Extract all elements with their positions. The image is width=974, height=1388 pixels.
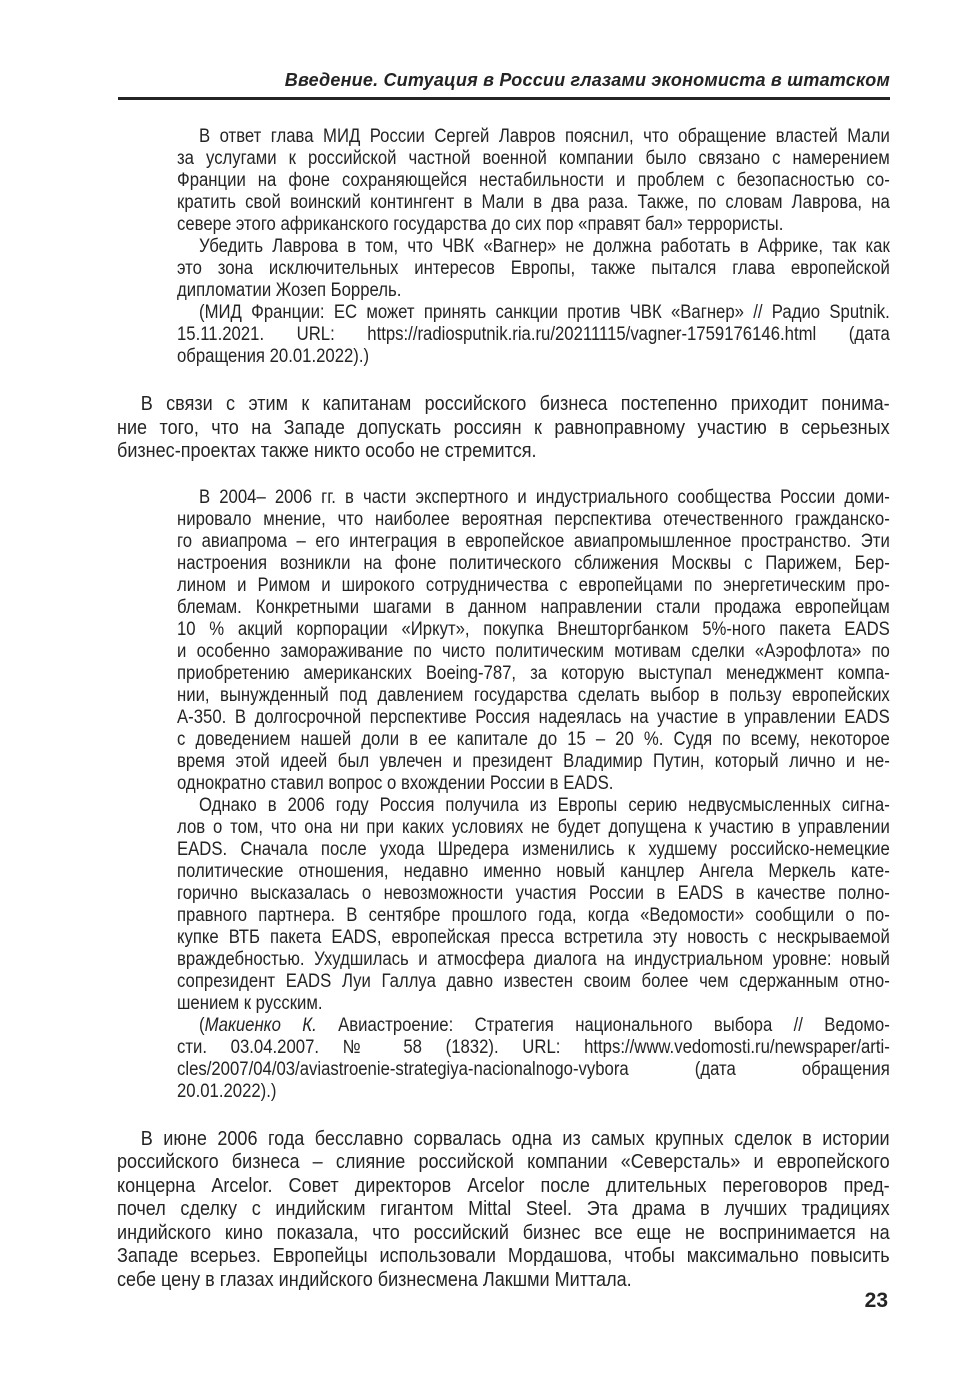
text-line: 10 % акций корпорации «Иркут», покупка Внешторгбанком 5%-ного пакета EADS bbox=[177, 618, 890, 640]
content bbox=[117, 126, 890, 1291]
text-line: приобретению американских Boeing-787, за которую выступал менеджмент компа- bbox=[177, 662, 890, 684]
paragraph bbox=[177, 1015, 890, 1103]
text-line: Западе всерьез. Европейцы использовали Мордашова, чтобы максимально повысить bbox=[117, 1244, 890, 1267]
text-line: с доведением нашей доли в ее капитале до 15 – 20 %. Судя по всему, некоторое bbox=[177, 728, 890, 750]
text-line: индийского кино показала, что российский бизнес все еще не воспринимается на bbox=[117, 1220, 890, 1244]
italic-text: Макиенко К. bbox=[204, 1014, 317, 1036]
text-line: Однако в 2006 году Россия получила из Европы серию недвусмысленных сигна- bbox=[199, 794, 890, 816]
text-line: обращения 20.01.2022).) bbox=[177, 346, 370, 367]
text-line: EADS. Сначала после ухода Шредера изменились к худшему российско-немецкие bbox=[177, 838, 890, 860]
paragraph bbox=[177, 795, 890, 1015]
text-line: это зона исключительных интересов Европы, также пытался глава европейской bbox=[177, 258, 890, 279]
paragraph bbox=[117, 1127, 890, 1292]
text-line: сти. 03.04.2007. № 58 (1832). URL: https://www.vedomosti.ru/newspaper/arti- bbox=[177, 1036, 890, 1058]
body-paragraph-block bbox=[117, 1127, 890, 1292]
text-line: концерна Arcelor. Совет директоров Arcelor после длительных переговоров пред- bbox=[117, 1173, 890, 1197]
text-line: (МИД Франции: ЕС может принять санкции против ЧВК «Вагнер» // Радио Sputnik. bbox=[199, 302, 890, 323]
text-line: враждебностью. Ухудшилась и атмосфера диалога на индустриальном уровне: новый bbox=[177, 948, 890, 970]
paragraph bbox=[177, 302, 890, 368]
text-line: В ответ глава МИД России Сергей Лавров пояснил, что обращение властей Мали bbox=[199, 126, 890, 147]
text-line: почел сделку с индийским гигантом Mittal Steel. Эта драма в лучших традициях bbox=[117, 1197, 890, 1220]
text-line: Убедить Лаврова в том, что ЧВК «Вагнер» не должна работать в Африке, так как bbox=[199, 236, 890, 257]
paragraph bbox=[177, 487, 890, 795]
text-line: политические отношения, недавно именно новый канцлер Ангела Меркель кате- bbox=[177, 860, 890, 882]
text-line: В связи с этим к капитанам российского бизнеса постепенно приходит понима- bbox=[140, 392, 890, 415]
header-rule bbox=[118, 97, 890, 100]
text-line: время этой идеей был увлечен и президент Владимир Путин, который лично и не- bbox=[177, 750, 890, 772]
text-line: кратить свой воинский контингент в Мали в два раза. Также, по словам Лаврова, на bbox=[177, 192, 890, 213]
text-line: лов о том, что она ни при каких условиях не будет допущена к участию в управлении bbox=[177, 816, 890, 838]
page-number: 23 bbox=[864, 1289, 888, 1312]
text-line: лином и Римом и широкого сотрудничества с европейцами по энергетическим про- bbox=[177, 574, 890, 596]
text-line: ние того, что на Западе допускать россиян к равноправному участию в серьезных bbox=[117, 415, 890, 439]
text-line: шением к русским. bbox=[177, 992, 323, 1014]
text-line: горично высказалась о невозможности участия России в EADS в качестве полно- bbox=[177, 882, 890, 904]
plain-text: Авиастроение: Стратегия национального выбора // Ведомо- bbox=[316, 1014, 890, 1036]
text-line: Франции на фоне сохраняющейся нестабильности и проблем с безопасностью со- bbox=[177, 170, 890, 191]
text-line: нии, вынужденный под давлением государства сделать выбор в пользу европейских bbox=[177, 684, 890, 706]
text-line: дипломатии Жозеп Боррель. bbox=[177, 280, 402, 301]
paragraph bbox=[117, 392, 890, 463]
text-line: купке ВТБ пакета EADS, европейская пресса встретила эту новость с нескрываемой bbox=[177, 926, 890, 948]
text-line: А-350. В долгосрочной перспективе Россия надеялась на участие в управлении EADS bbox=[177, 706, 890, 728]
quote-block bbox=[177, 487, 890, 1103]
text-line: 20.01.2022).) bbox=[177, 1080, 277, 1102]
text-line: за услугами к российской частной военной компании было связано с намерением bbox=[177, 148, 890, 169]
text-line: настроения возникли на фоне политического сближения Москвы с Парижем, Бер- bbox=[177, 552, 890, 574]
text-line bbox=[177, 1015, 890, 1037]
text-line: севере этого африканского государства до сих пор «правят бал» террористы. bbox=[177, 214, 784, 235]
text-line: правного партнера. В сентябре прошлого года, когда «Ведомости» сообщили о по- bbox=[177, 904, 890, 926]
plain-text: ( bbox=[199, 1014, 205, 1036]
text-line: российского бизнеса – слияние российской компании «Северсталь» и европейского bbox=[117, 1150, 890, 1173]
text-line: 15.11.2021. URL: https://radiosputnik.ria.ru/20211115/vagner-1759176146.html (дата bbox=[177, 324, 890, 345]
text-line: и особенно замораживание по чисто политическим мотивам сделки «Аэрофлота» по bbox=[177, 640, 890, 662]
text-line: бизнес-проектах также никто особо не стремится. bbox=[117, 439, 537, 462]
running-header: Введение. Ситуация в России глазами экономиста в штатском bbox=[284, 70, 890, 90]
text-line: го авиапрома – его интеграция в европейское авиапромышленное пространство. Эти bbox=[177, 530, 890, 552]
text-line: В 2004– 2006 гг. в части экспертного и индустриального сообщества России доми- bbox=[199, 486, 890, 508]
text-line: В июне 2006 года бесславно сорвалась одна из самых крупных сделок в истории bbox=[140, 1126, 890, 1150]
text-line: сопрезидент EADS Луи Галлуа давно известен своим более чем сдержанным отно- bbox=[177, 970, 890, 992]
text-line: себе цену в глазах индийского бизнесмена Лакшми Миттала. bbox=[117, 1267, 632, 1291]
text-line: cles/2007/04/03/aviastroenie-strategiya-nacionalnogo-vybora (дата обращения bbox=[177, 1058, 890, 1080]
text-line: однократно ставил вопрос о вхождении России в EADS. bbox=[177, 772, 614, 794]
paragraph bbox=[177, 236, 890, 302]
text-line: блемам. Конкретными шагами в данном направлении стали продажа европейцам bbox=[177, 596, 890, 618]
body-paragraph-block bbox=[117, 392, 890, 463]
paragraph bbox=[177, 126, 890, 236]
text-line: нировало мнение, что наиболее вероятная перспектива отечественного гражданско- bbox=[177, 508, 890, 530]
quote-block bbox=[177, 126, 890, 368]
